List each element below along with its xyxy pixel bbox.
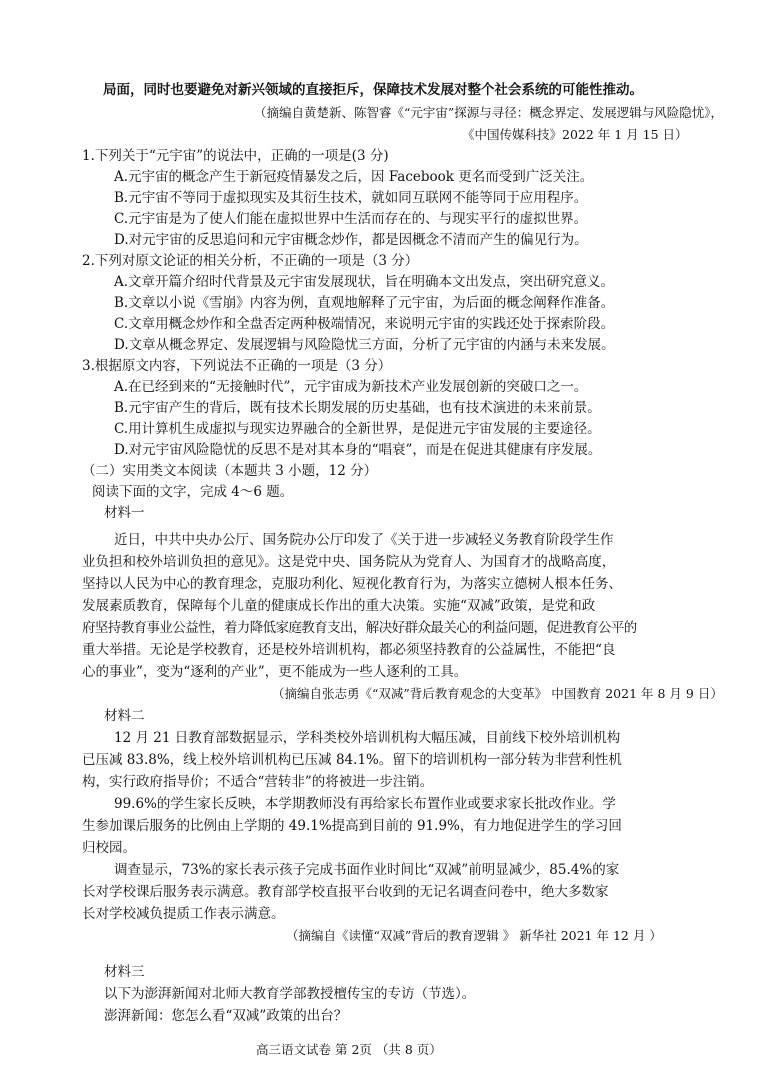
question-3-option-a: A.在已经到来的“无接触时代”，元宇宙成为新技术产业发展创新的突破口之一。 xyxy=(114,379,588,395)
question-1-option-c: C.元宇宙是为了使人们能在虚拟世界中生活而存在的、与现实平行的虚拟世界。 xyxy=(114,211,588,227)
material-1-line: 心的事业”，变为“逐利的产业”，更不能成为一些人逐利的工具。 xyxy=(82,664,468,680)
material-2-line: 调查显示，73%的家长表示孩子完成书面作业时间比“双减”前明显减少，85.4%的家 xyxy=(114,862,620,878)
section-instruction: 阅读下面的文字，完成 4～6 题。 xyxy=(92,484,294,500)
material-2-line: 构，实行政府指导价；不适合“营转非”的将被进一步注销。 xyxy=(82,774,434,790)
material-2-line: 12 月 21 日教育部数据显示，学科类校外培训机构大幅压减，目前线下校外培训机构 xyxy=(114,730,621,746)
passage-source-journal: 《中国传媒科技》2022 年 1 月 15 日） xyxy=(462,127,688,142)
question-2-option-b: B.文章以小说《雪崩》内容为例，直观地解释了元宇宙，为后面的概念阐释作准备。 xyxy=(114,295,615,311)
material-3-line: 以下为澎湃新闻对北师大教育学部教授檀传宝的专访（节选）。 xyxy=(104,986,476,1002)
material-2-line: 生参加课后服务的比例由上学期的 49.1%提高到目前的 91.9%，有力地促进学生的学习回 xyxy=(82,818,622,834)
material-1-title: 材料一 xyxy=(104,505,145,521)
question-3-stem: 3.根据原文内容，下列说法不正确的一项是（3 分） xyxy=(82,358,392,374)
material-2-line: 归校园。 xyxy=(82,840,136,856)
material-3-title: 材料三 xyxy=(104,964,145,980)
passage-closing-line: 局面，同时也要避免对新兴领域的直接拒斥，保障技术发展对整个社会系统的可能性推动。 xyxy=(103,82,643,98)
material-2-source: （摘编自《读懂“双减”背后的教育逻辑 》 新华社 2021 年 12 月 ） xyxy=(286,928,662,943)
question-3-option-b: B.元宇宙产生的背后，既有技术长期发展的历史基础，也有技术演进的未来前景。 xyxy=(114,400,601,416)
material-1-line: 近日，中共中央办公厅、国务院办公厅印发了《关于进一步减轻义务教育阶段学生作 xyxy=(114,532,614,548)
passage-source-line: （摘编自黄楚新、陈智睿《“元宇宙”探源与寻径：概念界定、发展逻辑与风险隐忧》， xyxy=(254,105,724,120)
material-2-line: 已压减 83.8%，线上校外培训机构已压减 84.1%。留下的培训机构一部分转为非营利性机 xyxy=(82,752,622,768)
material-1-line: 坚持以人民为中心的教育理念，克服功利化、短视化教育行为，为落实立德树人根本任务、 xyxy=(82,576,622,592)
question-1-option-b: B.元宇宙不等同于虚拟现实及其衍生技术，就如同互联网不能等同于应用程序。 xyxy=(114,190,588,206)
question-1-stem: 1.下列关于“元宇宙”的说法中，正确的一项是(3 分) xyxy=(82,148,389,164)
material-2-line: 长对学校减负提质工作表示满意。 xyxy=(82,906,285,922)
material-1-line: 发展素质教育，保障每个儿童的健康成长作出的重大决策。实施“双减”政策，是党和政 xyxy=(82,598,596,614)
material-2-line: 长对学校课后服务表示满意。教育部学校直报平台收到的无记名调查问卷中，绝大多数家 xyxy=(82,884,609,900)
question-3-option-d: D.对元宇宙风险隐忧的反思不是对其本身的“唱衰”，而是在促进其健康有序发展。 xyxy=(114,442,602,458)
page-footer: 高三语文试卷 第 2页 （共 8 页） xyxy=(256,1042,442,1057)
material-2-title: 材料二 xyxy=(104,708,145,724)
material-2-line: 99.6%的学生家长反映，本学期教师没有再给家长布置作业或要求家长批改作业。学 xyxy=(114,796,616,812)
question-1-option-a: A.元宇宙的概念产生于新冠疫情暴发之后，因 Facebook 更名而受到广泛关注。 xyxy=(114,169,594,185)
material-1-source: （摘编自张志勇《“双减”背后教育观念的大变革》 中国教育 2021 年 8 月 9 日） xyxy=(272,686,723,701)
question-2-stem: 2.下列对原文论证的相关分析，不正确的一项是（3 分） xyxy=(82,253,419,269)
material-1-line: 重大举措。无论是学校教育，还是校外培训机构，都必须坚持教育的公益属性，不能把“良 xyxy=(82,642,616,658)
question-2-option-a: A.文章开篇介绍时代背景及元宇宙发展现状，旨在明确本文出发点，突出研究意义。 xyxy=(114,274,615,290)
question-2-option-d: D.文章从概念界定、发展逻辑与风险隐忧三方面，分析了元宇宙的内涵与未来发展。 xyxy=(114,337,615,353)
question-1-option-d: D.对元宇宙的反思追问和元宇宙概念炒作，都是因概念不清而产生的偏见行为。 xyxy=(114,232,588,248)
question-3-option-c: C.用计算机生成虚拟与现实边界融合的全新世界，是促进元宇宙发展的主要途径。 xyxy=(114,421,601,437)
material-1-line: 业负担和校外培训负担的意见》。这是党中央、国务院从为党育人、为国育才的战略高度， xyxy=(82,554,616,570)
material-3-line: 澎湃新闻：您怎么看“双减”政策的出台？ xyxy=(104,1008,348,1024)
material-1-line: 府坚持教育事业公益性，着力降低家庭教育支出，解决好群众最关心的利益问题，促进教育公平的 xyxy=(82,620,637,636)
question-2-option-c: C.文章用概念炒作和全盘否定两种极端情况，来说明元宇宙的实践还处于探索阶段。 xyxy=(114,316,615,332)
section-heading: （二）实用类文本阅读（本题共 3 小题，12 分） xyxy=(82,463,378,479)
